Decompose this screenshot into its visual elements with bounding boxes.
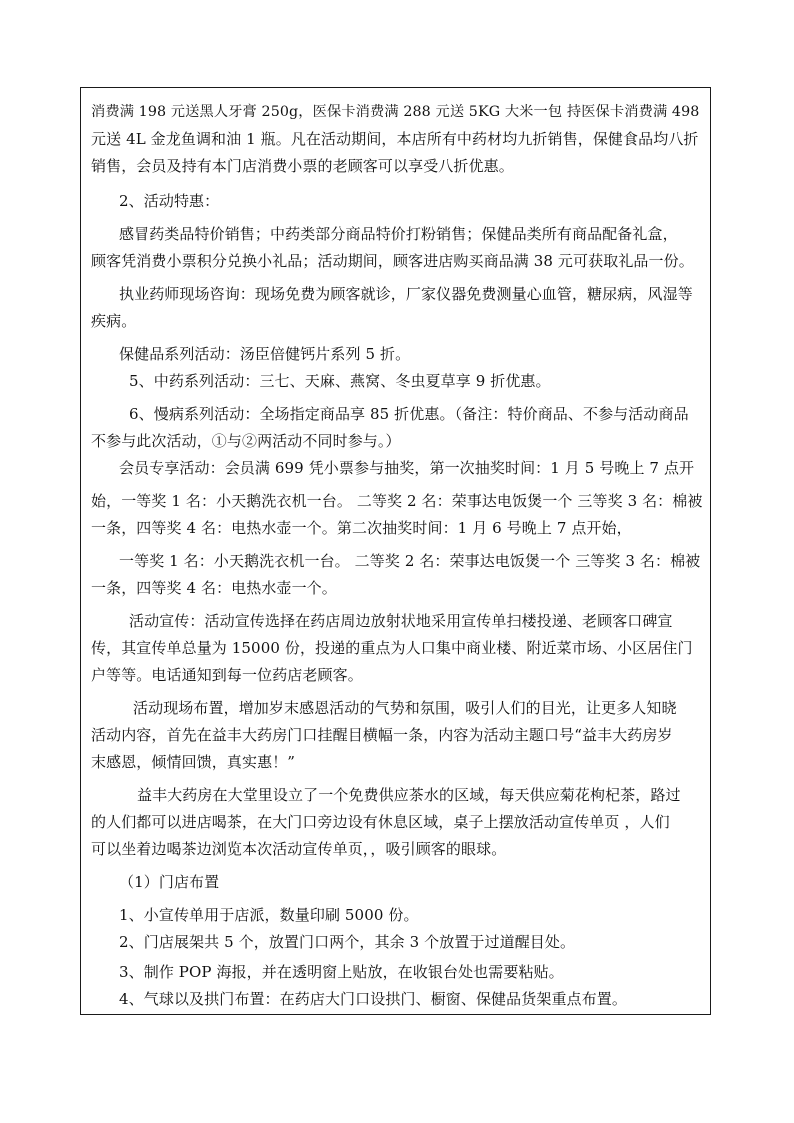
text-line: 活动现场布置，增加岁末感恩活动的气势和氛围，吸引人们的目光，让更多人知晓: [133, 699, 677, 717]
text-line: 保健品系列活动：汤臣倍健钙片系列 5 折。: [119, 345, 411, 363]
text-line: 执业药师现场咨询：现场免费为顾客就诊，厂家仪器免费测量心血管，糖尿病，风湿等: [119, 285, 693, 303]
text-line: 疾病。: [91, 312, 137, 330]
section-heading: 2、活动特惠：: [119, 192, 220, 210]
text-line: 消费满 198 元送黑人牙膏 250g，医保卡消费满 288 元送 5KG 大米一包 持医保卡消费满 498: [91, 104, 700, 120]
text-line: 5、中药系列活动：三七、天麻、燕窝、冬虫夏草享 9 折优惠。: [129, 372, 551, 390]
text-line: 6、慢病系列活动：全场指定商品享 85 折优惠。（备注：特价商品、不参与活动商品: [129, 405, 689, 423]
text-line: 顾客凭消费小票积分兑换小礼品；活动期间，顾客进店购买商品满 38 元可获取礼品一份。: [91, 252, 694, 270]
text-line: 户等等。电话通知到每一位药店老顾客。: [91, 666, 363, 684]
text-line: 一条，四等奖 4 名：电热水壶一个。第二次抽奖时间：1 月 6 号晚上 7 点开始，: [91, 519, 632, 537]
document-table-cell: [80, 87, 711, 1015]
text-line: 可以坐着边喝茶边浏览本次活动宣传单页，，吸引顾客的眼球。: [91, 840, 507, 858]
list-item: 4、气球以及拱门布置：在药店大门口设拱门、橱窗、保健品货架重点布置。: [119, 990, 627, 1008]
text-line: 的人们都可以进店喝茶，在大门口旁边设有休息区域，桌子上摆放活动宣传单页 ，人们: [91, 813, 670, 831]
text-line: 不参与此次活动，①与②两活动不同时参与。）: [91, 432, 401, 450]
text-line: 始，一等奖 1 名：小天鹅洗衣机一台。 二等奖 2 名：荣事达电饭煲一个 三等奖 3 名：棉被: [91, 492, 703, 510]
list-item: 2、门店展架共 5 个，放置门口两个，其余 3 个放置于过道醒目处。: [119, 933, 576, 951]
text-line: 传，其宣传单总量为 15000 份，投递的重点为人口集中商业楼、附近菜市场、小区居住门: [91, 639, 693, 657]
list-item: 1、小宣传单用于店派，数量印刷 5000 份。: [119, 906, 419, 924]
text-line: 销售，会员及持有本门店消费小票的老顾客可以享受八折优惠。: [91, 157, 514, 175]
text-line: 末感恩，倾情回馈，真实惠！”: [91, 753, 296, 771]
section-heading: （1）门店布置: [119, 873, 220, 891]
text-line: 感冒药类品特价销售；中药类部分商品特价打粉销售；保健品类所有商品配备礼盒，: [119, 225, 678, 243]
text-line: 活动内容，首先在益丰大药房门口挂醒目横幅一条，内容为活动主题口号“益丰大药房岁: [91, 726, 673, 744]
text-line: 一等奖 1 名：小天鹅洗衣机一台。 二等奖 2 名：荣事达电饭煲一个 三等奖 3 名：棉被: [119, 552, 701, 570]
text-line: 益丰大药房在大堂里设立了一个免费供应茶水的区域，每天供应菊花枸杞茶，路过: [137, 786, 681, 804]
list-item: 3、制作 POP 海报，并在透明窗上贴放，在收银台处也需要粘贴。: [119, 963, 564, 981]
text-line: 活动宣传：活动宣传选择在药店周边放射状地采用宣传单扫楼投递、老顾客口碑宣: [129, 612, 673, 630]
text-line: 会员专享活动：会员满 699 凭小票参与抽奖，第一次抽奖时间：1 月 5 号晚上 7 点开: [119, 459, 695, 477]
text-line: 一条，四等奖 4 名：电热水壶一个。: [91, 579, 337, 597]
text-line: 元送 4L 金龙鱼调和油 1 瓶。凡在活动期间，本店所有中药材均九折销售，保健食品均八折: [91, 130, 699, 148]
